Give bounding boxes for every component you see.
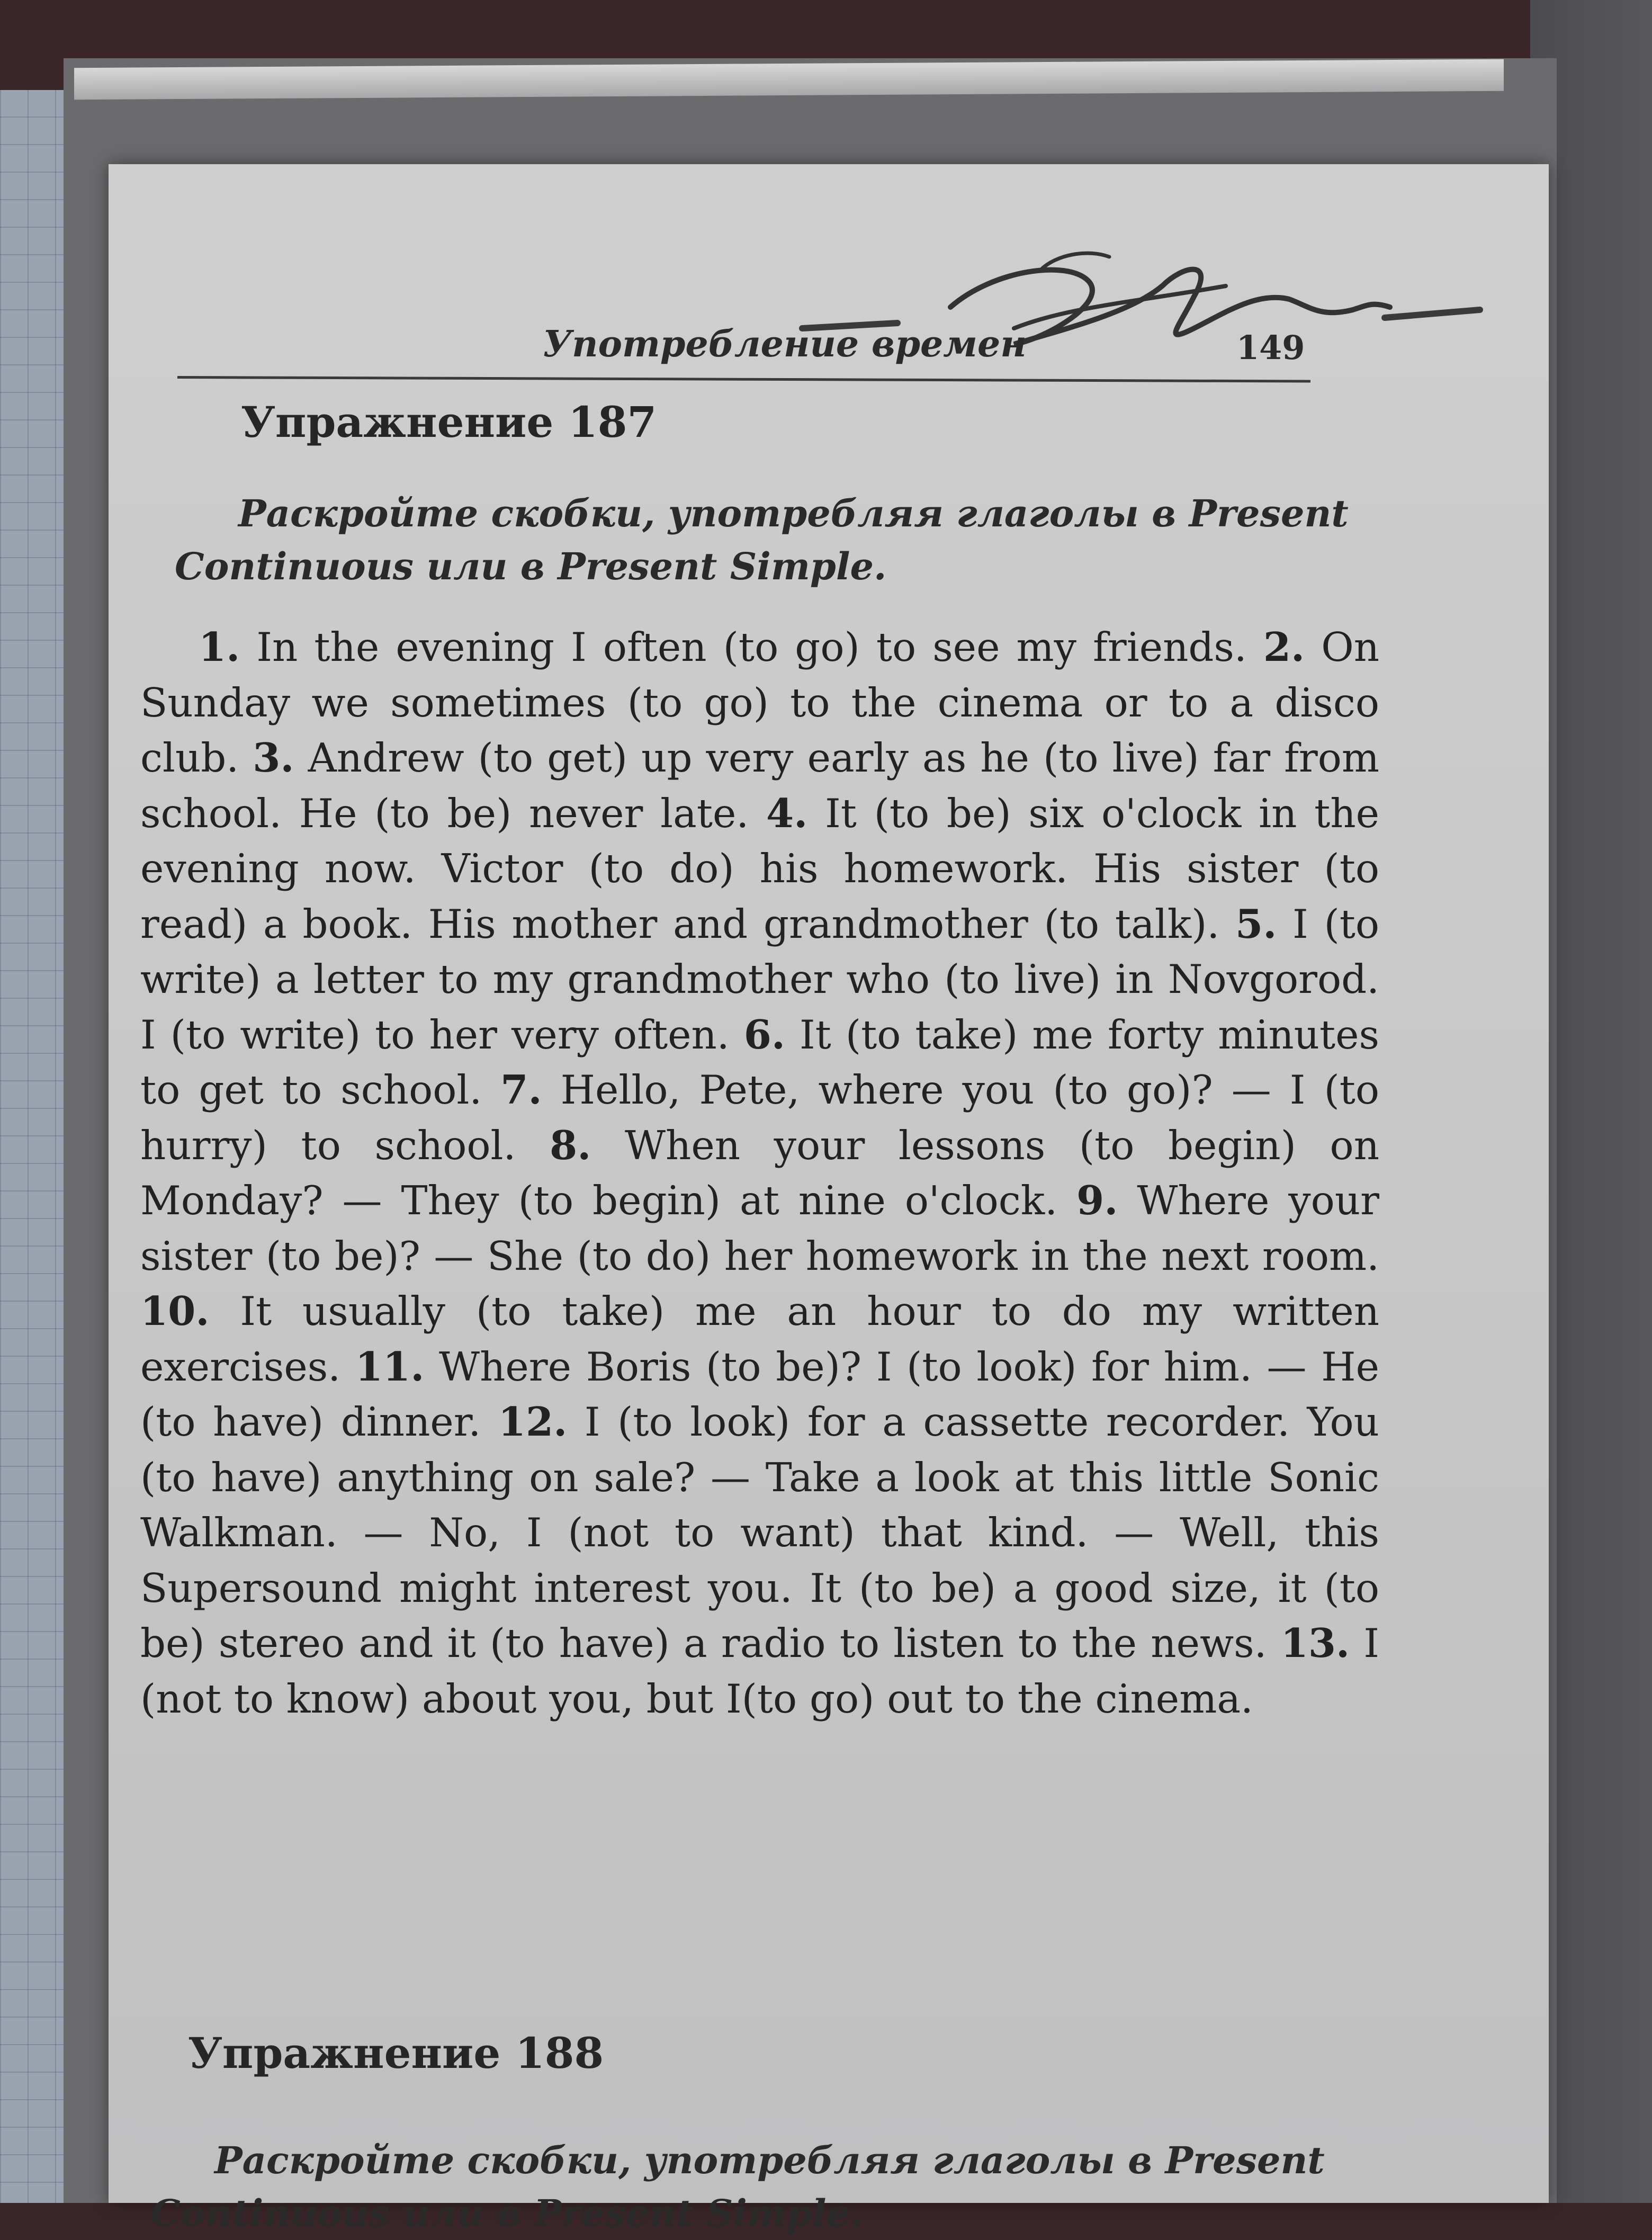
exercise-187-instruction: Раскройте скобки, употребляя глаголы в Present Continuous или в Present Simple.: [175, 491, 1349, 588]
page-content: [109, 164, 1549, 2235]
exercise-187-text: [140, 620, 1379, 1726]
item-number: 6.: [743, 1011, 785, 1058]
exercise-188-title: Упражнение 188: [188, 2028, 604, 2078]
page-number: 149: [1236, 328, 1305, 367]
item-number: 9.: [1076, 1177, 1118, 1224]
item-number: 12.: [498, 1399, 568, 1445]
header-rule: [177, 376, 1310, 382]
item-number: 2.: [1263, 624, 1305, 670]
item-text: Where your sister (to be)? — She (to do) her homework in the next room.: [140, 1177, 1379, 1279]
item-text: I (to write) a letter to my grandmother who (to live) in Novgorod. I (to write) to her very often.: [140, 900, 1380, 1058]
item-number: 11.: [355, 1343, 425, 1390]
book-page: [109, 164, 1549, 2235]
item-text: It (to be) six o'clock in the evening now. Victor (to do) his homework. His sister (to read) a book. His mother and grandmother (to talk).: [140, 790, 1380, 947]
item-text: On Sunday we sometimes (to go) to the cinema or to a disco club.: [140, 624, 1380, 781]
item-number: 5.: [1235, 900, 1277, 947]
item-text: I (to look) for a cassette recorder. You (to have) anything on sale? — Take a look at this little Sonic Walkman. — No, I (not to want) that kind. — Well, this Supersound might interest you. It (to be) a good size, it (to be) stereo and it (to have) a radio to listen to the news.: [140, 1399, 1379, 1666]
item-text: It usually (to take) me an hour to do my written exercises.: [140, 1288, 1380, 1390]
item-number: 13.: [1280, 1620, 1350, 1666]
item-text: Andrew (to get) up very early as he (to live) far from school. He (to be) never late.: [140, 734, 1380, 837]
item-text: When your lessons (to begin) on Monday? — They (to begin) at nine o'clock.: [140, 1122, 1380, 1224]
item-text: Where Boris (to be)? I (to look) for him. — He (to have) dinner.: [140, 1343, 1379, 1445]
item-number: 10.: [140, 1288, 210, 1334]
exercise-187-title: Упражнение 187: [241, 397, 657, 447]
item-number: 1.: [199, 624, 240, 670]
item-text: Hello, Pete, where you (to go)? — I (to hurry) to school.: [140, 1067, 1380, 1169]
item-number: 4.: [766, 790, 808, 837]
item-number: 3.: [253, 734, 294, 781]
item-number: 7.: [500, 1067, 542, 1113]
item-number: 8.: [550, 1122, 591, 1169]
item-text: It (to take) me forty minutes to get to school.: [140, 1011, 1380, 1113]
item-text: I (not to know) about you, but I(to go) out to the cinema.: [140, 1620, 1380, 1722]
exercise-188-instruction: Раскройте скобки, употребляя глаголы в Present Continuous или в Present Simple.: [151, 2138, 1325, 2235]
item-text: In the evening I often (to go) to see my friends.: [256, 624, 1247, 670]
running-head: Употребление времен: [543, 323, 1027, 365]
